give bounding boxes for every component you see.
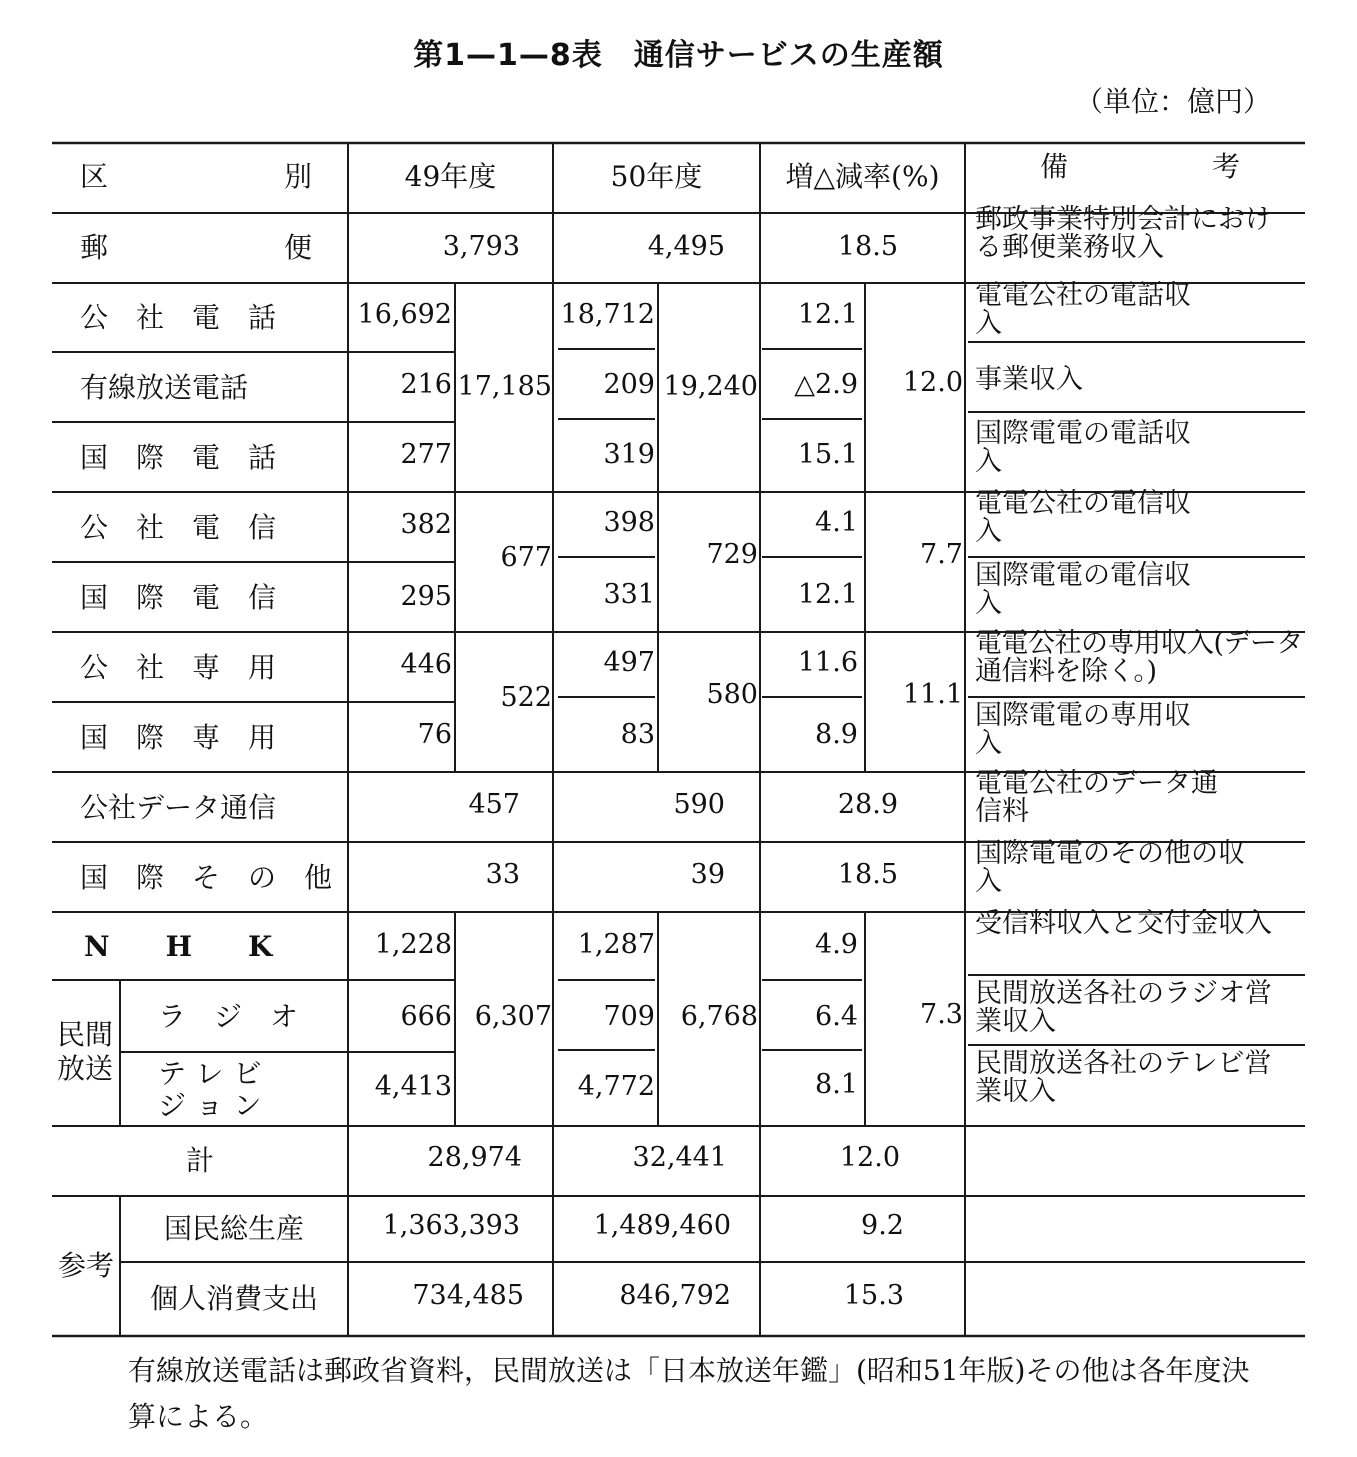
cell-fy50: 331: [603, 579, 655, 610]
group-subtotal-fy50: 6,768: [680, 1001, 758, 1032]
cell-rate: 18.5: [837, 231, 898, 262]
reference-fy49: 734,485: [412, 1280, 524, 1311]
cell-rate: 28.9: [837, 789, 898, 820]
cell-fy49: 33: [485, 859, 520, 890]
cell-remark: 国際電電の専用収入: [975, 700, 1191, 759]
cell-fy49: 277: [400, 439, 452, 470]
cell-rate: 6.4: [815, 1001, 858, 1032]
header-fy49: 49年度: [404, 160, 497, 193]
cell-rate: 12.1: [797, 579, 858, 610]
cell-remark: 電電公社のデータ通信料: [975, 768, 1218, 827]
row-label: 公 社 電 信: [80, 511, 277, 544]
row-label: ラ ジ オ: [158, 1000, 299, 1033]
cell-fy50: 398: [603, 507, 655, 538]
reference-rate: 15.3: [843, 1280, 904, 1311]
cell-rate: 8.1: [815, 1069, 858, 1100]
cell-remark: 国際電電の電話収入: [975, 418, 1191, 477]
group-subtotal-fy50: 729: [706, 539, 758, 570]
cell-fy50: 83: [620, 719, 655, 750]
total-fy49: 28,974: [427, 1142, 522, 1173]
group-subtotal-fy49: 17,185: [457, 371, 552, 402]
reference-fy49: 1,363,393: [382, 1210, 520, 1241]
cell-fy49: 3,793: [442, 231, 520, 262]
cell-fy50: 319: [603, 439, 655, 470]
cell-remark: 民間放送各社のラジオ営業収入: [975, 978, 1272, 1037]
cell-remark: 事業収入: [975, 364, 1083, 395]
page-title: 第1—1—8表 通信サービスの生産額: [413, 38, 944, 73]
total-label: 計: [185, 1144, 214, 1177]
header-remarks: 備 考: [1040, 150, 1240, 183]
reference-fy50: 1,489,460: [593, 1210, 731, 1241]
cell-rate: 4.1: [815, 507, 858, 538]
cell-fy50: 4,772: [577, 1071, 655, 1102]
cell-rate: 12.1: [797, 299, 858, 330]
cell-fy50: 1,287: [577, 929, 655, 960]
cell-rate: △2.9: [794, 369, 858, 400]
row-label: 公社データ通信: [80, 791, 277, 824]
group-subtotal-fy49: 6,307: [474, 1001, 552, 1032]
row-label: 国 際 電 話: [80, 441, 277, 474]
row-label: 国 際 電 信: [80, 581, 277, 614]
cell-fy49: 16,692: [357, 299, 452, 330]
reference-rate: 9.2: [861, 1210, 904, 1241]
cell-fy50: 590: [673, 789, 725, 820]
cell-rate: 15.1: [797, 439, 858, 470]
row-label: N H K: [84, 930, 273, 963]
cell-remark: 電電公社の専用収入(データ通信料を除く。): [975, 628, 1304, 687]
group-subtotal-fy50: 580: [706, 679, 758, 710]
cell-rate: 4.9: [815, 929, 858, 960]
cell-fy49: 4,413: [374, 1071, 452, 1102]
cell-fy49: 76: [417, 719, 452, 750]
cell-fy50: 4,495: [647, 231, 725, 262]
total-rate: 12.0: [839, 1142, 900, 1173]
group-subtotal-rate: 7.7: [920, 539, 963, 570]
group-subtotal-fy50: 19,240: [663, 371, 758, 402]
cell-remark: 国際電電の電信収入: [975, 560, 1191, 619]
reference-label: 参考: [57, 1249, 114, 1282]
cell-fy50: 209: [603, 369, 655, 400]
group-subtotal-rate: 12.0: [902, 367, 963, 398]
row-label: 国 際 そ の 他: [80, 861, 333, 894]
group-subtotal-fy49: 677: [500, 542, 552, 573]
cell-rate: 8.9: [815, 719, 858, 750]
cell-fy49: 457: [468, 789, 520, 820]
header-change-rate: 増△減率(%): [785, 160, 940, 193]
cell-remark: 国際電電のその他の収入: [975, 838, 1245, 897]
cell-rate: 11.6: [797, 647, 858, 678]
cell-remark: 電電公社の電話収入: [975, 280, 1191, 339]
cell-fy49: 666: [400, 1001, 452, 1032]
cell-remark: 民間放送各社のテレビ営業収入: [975, 1048, 1272, 1107]
row-label: 有線放送電話: [80, 371, 249, 404]
group-subtotal-fy49: 522: [500, 682, 552, 713]
row-label: 国 際 専 用: [80, 721, 277, 754]
cell-fy49: 295: [400, 581, 452, 612]
total-fy50: 32,441: [632, 1142, 727, 1173]
cell-fy49: 216: [400, 369, 452, 400]
cell-fy49: 446: [400, 649, 452, 680]
reference-row-label: 個人消費支出: [149, 1282, 318, 1315]
cell-fy50: 497: [603, 647, 655, 678]
header-category: 区 別: [80, 160, 312, 193]
unit-label: （単位：億円）: [1074, 85, 1271, 118]
group-subtotal-rate: 11.1: [902, 679, 963, 710]
row-label: テレビジョン: [158, 1057, 272, 1122]
cell-rate: 18.5: [837, 859, 898, 890]
cell-remark: 電電公社の電信収入: [975, 488, 1191, 547]
cell-fy49: 1,228: [374, 929, 452, 960]
footnote: 有線放送電話は郵政省資料，民間放送は「日本放送年鑑」(昭和51年版)その他は各年度決算による。: [128, 1354, 1250, 1433]
row-label: 公 社 電 話: [80, 301, 277, 334]
cell-remark: 郵政事業特別会計における郵便業務収入: [975, 204, 1272, 263]
reference-row-label: 国民総生産: [163, 1212, 304, 1245]
reference-fy50: 846,792: [619, 1280, 731, 1311]
cell-fy50: 709: [603, 1001, 655, 1032]
cell-fy50: 18,712: [560, 299, 655, 330]
group-subtotal-rate: 7.3: [920, 999, 963, 1030]
row-label: 公 社 専 用: [80, 651, 277, 684]
cell-fy50: 39: [690, 859, 725, 890]
cell-fy49: 382: [400, 509, 452, 540]
cell-remark: 受信料収入と交付金収入: [975, 908, 1272, 939]
row-label-postal: 郵 便: [80, 231, 312, 264]
private-broadcast-label: 民間放送: [56, 1018, 113, 1085]
header-fy50: 50年度: [610, 160, 703, 193]
